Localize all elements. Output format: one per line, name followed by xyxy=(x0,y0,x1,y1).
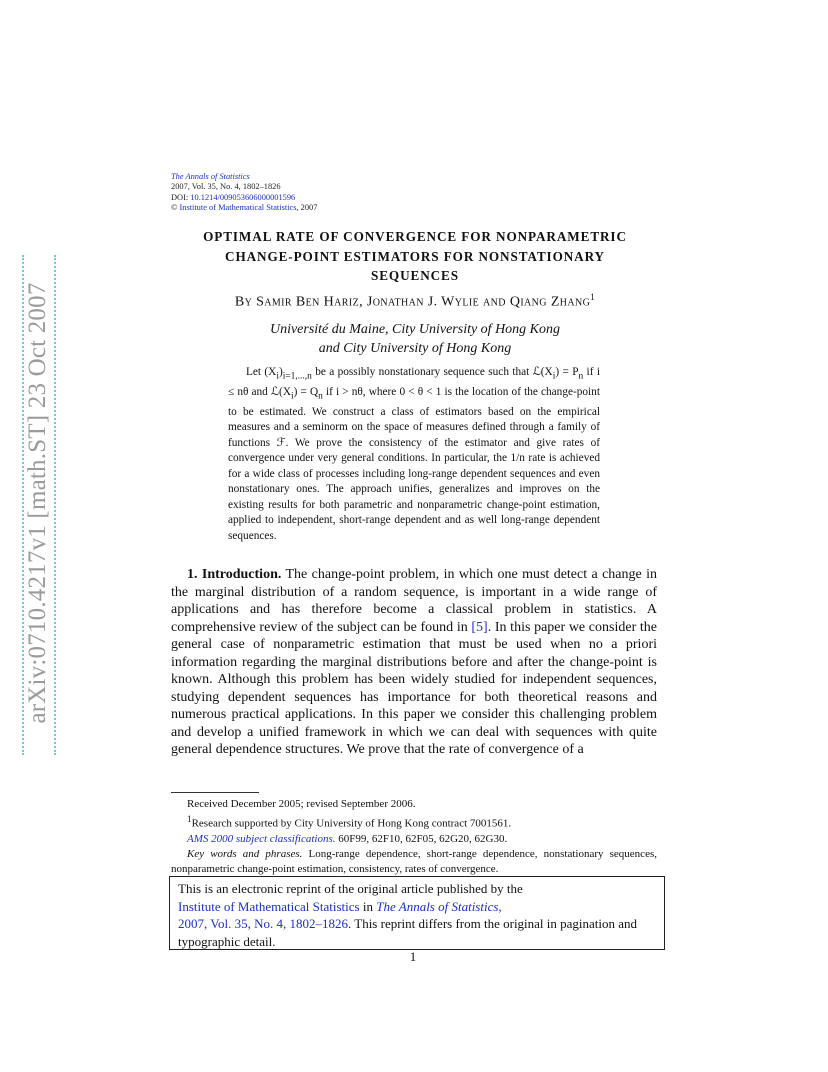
abstract xyxy=(228,365,600,544)
abstract-text: ) = P xyxy=(555,366,579,378)
introduction-paragraph xyxy=(171,566,657,759)
ams-codes: 60F99, 62F10, 62F05, 62G20, 62G30. xyxy=(335,832,508,845)
doi-link[interactable]: 10.1214/009053606000001596 xyxy=(190,192,296,202)
affiliation-line-2: and City University of Hong Kong xyxy=(318,341,512,356)
abstract-text: ) = Q xyxy=(293,385,319,398)
journal-header xyxy=(171,172,317,214)
keywords-label: Key words and phrases. xyxy=(187,847,303,860)
title-line-2: CHANGE-POINT ESTIMATORS FOR NONSTATIONARY xyxy=(225,248,605,264)
ams-classification xyxy=(171,832,657,847)
intro-text: . In this paper we consider the general case of nonparametric estimation that must be used when no a priori information regarding the marginal distributions before and after the change-point is known. Although this problem has been widely studied for independent sequences, studying dependent sequences has importance for both theoretical reasons and numerous practical applications. In this paper we consider this challenging problem and develop a unified framework in which we can deal with sequences with quite general dependence structures. We prove that the rate of convergence of a xyxy=(171,619,657,757)
footnote-rule xyxy=(171,792,259,793)
ams-classification-link[interactable]: AMS 2000 subject classifications. xyxy=(187,832,336,845)
reprint-text: . This reprint differs from the original in pagination and typographic detail. xyxy=(178,916,638,949)
abstract-subscript: i xyxy=(290,391,294,401)
funding-text: Research supported by City University of Hong Kong contract 7001561. xyxy=(191,817,512,830)
author-footnote-mark[interactable]: 1 xyxy=(590,292,596,302)
received-note: Received December 2005; revised September 2006. xyxy=(187,798,416,810)
abstract-subscript: i=1,...,n xyxy=(282,371,312,382)
keywords-text: Long-range dependence, short-range dependence, nonstationary sequences, nonparametric change-point estimation, consistency, rates of convergence. xyxy=(171,847,657,875)
abstract-text: if i > nθ, where 0 < θ < 1 is the location of the change-point to be estimated. We construct a class of estimators based on the empirical measures and a seminorm on the space of measures defined through a family of functions ℱ. We prove the consistency of the estimator and give rates of convergence under very general conditions. In particular, the 1/n rate is achieved for a wide class of processes including long-range dependent sequences and even nonstationary ones. The approach unifies, generalizes and improves on the existing results for both parametric and nonparametric change-point estimation, applied to independent, short-range dependent and as well long-range dependent sequences. xyxy=(228,385,600,542)
funding-footnote xyxy=(171,812,657,832)
abstract-text: Let (X xyxy=(246,366,277,378)
footnotes xyxy=(171,797,657,877)
abstract-subscript: n xyxy=(578,371,584,382)
page-number: 1 xyxy=(409,949,417,964)
arxiv-identifier[interactable]: arXiv:0710.4217v1 [math.ST] 23 Oct 2007 xyxy=(24,282,51,724)
abstract-subscript: n xyxy=(318,391,323,401)
copyright-symbol: © xyxy=(171,203,178,213)
reprint-journal-link[interactable]: The Annals of Statistics xyxy=(376,898,499,914)
author-line xyxy=(160,292,670,311)
abstract-subscript: i xyxy=(276,371,279,382)
abstract-text: if i ≤ nθ and ℒ(X xyxy=(228,366,600,398)
reprint-citation-link[interactable]: 2007, Vol. 35, No. 4, 1802–1826 xyxy=(178,916,348,931)
reprint-notice-box xyxy=(169,876,665,950)
title-line-3: SEQUENCES xyxy=(371,268,459,283)
publisher-link[interactable]: Institute of Mathematical Statistics xyxy=(179,203,297,213)
paper-title xyxy=(160,227,670,286)
intro-text: The change-point problem, in which one must detect a change in the marginal distribution of a random sequence, is important in a wide range of applications and has therefore become a classical problem in statistics. A comprehensive review of the subject can be found in xyxy=(171,567,658,635)
journal-volume-line: 2007, Vol. 35, No. 4, 1802–1826 xyxy=(171,182,281,192)
authors-text: By Samir Ben Hariz, Jonathan J. Wylie and Qiang Zhang xyxy=(234,294,591,310)
keywords xyxy=(171,847,657,877)
abstract-text: ) xyxy=(278,366,283,378)
doi-label: DOI: xyxy=(171,192,191,202)
reprint-text: , xyxy=(498,898,502,914)
copyright-year: , 2007 xyxy=(296,203,318,213)
abstract-subscript: i xyxy=(552,371,556,382)
reprint-text: This is an electronic reprint of the original article published by the xyxy=(178,881,523,896)
reprint-publisher-link[interactable]: Institute of Mathematical Statistics xyxy=(178,898,360,914)
footnote-mark: 1 xyxy=(187,814,192,824)
abstract-text: be a possibly nonstationary sequence such that ℒ(X xyxy=(311,366,553,378)
affiliation-line-1: Université du Maine, City University of Hong Kong xyxy=(269,322,561,337)
title-line-1: OPTIMAL RATE OF CONVERGENCE FOR NONPARAMETRIC xyxy=(203,229,627,244)
journal-name-link[interactable]: The Annals of Statistics xyxy=(171,172,250,181)
reprint-text: in xyxy=(359,898,377,914)
affiliations xyxy=(160,320,670,358)
section-heading: 1. Introduction. xyxy=(187,567,282,582)
citation-link[interactable]: [5] xyxy=(471,619,488,635)
